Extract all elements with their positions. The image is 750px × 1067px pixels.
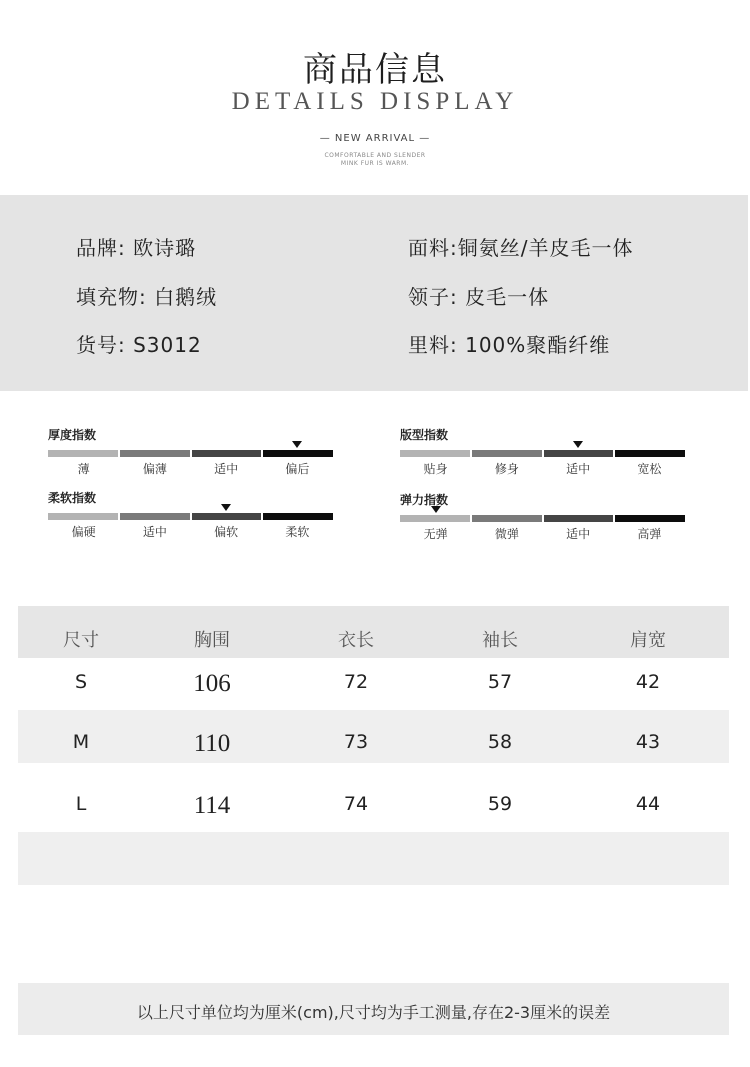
fit-indices bbox=[0, 391, 750, 606]
size-cell: 57 bbox=[487, 671, 513, 693]
header-chest: 胸围 bbox=[194, 630, 230, 651]
index-scale-segment bbox=[615, 515, 685, 522]
tagline-line-1: COMFORTABLE AND SLENDER bbox=[324, 152, 426, 159]
index-level-label: 高弹 bbox=[637, 527, 662, 541]
size-cell: 74 bbox=[343, 793, 369, 815]
index-level-label: 适中 bbox=[566, 462, 591, 476]
page-title: 商品信息 bbox=[303, 50, 447, 90]
tagline bbox=[0, 152, 750, 168]
size-cell: S bbox=[74, 671, 88, 693]
index-level-label: 适中 bbox=[566, 527, 591, 541]
index-level-label: 无弹 bbox=[423, 527, 448, 541]
index-level-label: 柔软 bbox=[285, 525, 310, 539]
index-level-labels bbox=[48, 523, 333, 540]
size-cell: 44 bbox=[635, 793, 661, 815]
index-title: 厚度指数 bbox=[48, 428, 97, 442]
selected-level-marker-icon bbox=[292, 441, 302, 448]
size-cell: 106 bbox=[193, 670, 231, 697]
size-cell: 42 bbox=[635, 671, 661, 693]
size-cell: 58 bbox=[487, 731, 513, 753]
index-level-labels bbox=[400, 525, 685, 542]
selected-level-marker-icon bbox=[573, 441, 583, 448]
index-elasticity bbox=[400, 491, 685, 551]
index-scale-segment bbox=[263, 513, 333, 520]
size-cell: 59 bbox=[487, 793, 513, 815]
index-scale-segment bbox=[48, 450, 118, 457]
collar-info: 领子: 皮毛一体 bbox=[408, 285, 550, 309]
index-scale-segment bbox=[120, 513, 190, 520]
selected-level-marker-icon bbox=[221, 504, 231, 511]
index-scale-segment bbox=[263, 450, 333, 457]
index-scale-segment bbox=[472, 515, 542, 522]
index-scale-segment bbox=[400, 450, 470, 457]
index-title: 弹力指数 bbox=[400, 493, 449, 507]
index-title: 版型指数 bbox=[400, 428, 449, 442]
index-scale-segment bbox=[544, 450, 614, 457]
index-level-label: 偏硬 bbox=[71, 525, 96, 539]
index-scale-segment bbox=[192, 450, 262, 457]
index-scale-segment bbox=[120, 450, 190, 457]
index-level-label: 贴身 bbox=[423, 462, 448, 476]
new-arrival-label: — NEW ARRIVAL — bbox=[319, 133, 431, 144]
index-scale-segment bbox=[615, 450, 685, 457]
index-level-label: 偏软 bbox=[214, 525, 239, 539]
index-level-label: 薄 bbox=[77, 462, 90, 476]
index-softness bbox=[48, 489, 333, 549]
size-row-empty bbox=[18, 832, 729, 885]
index-fit bbox=[400, 426, 685, 486]
index-title: 柔软指数 bbox=[48, 491, 97, 505]
index-level-label: 偏薄 bbox=[142, 462, 167, 476]
size-cell: 72 bbox=[343, 671, 369, 693]
measurement-note bbox=[18, 983, 729, 1035]
header-length: 衣长 bbox=[338, 630, 374, 651]
size-cell: 43 bbox=[635, 731, 661, 753]
size-cell: 114 bbox=[193, 792, 231, 819]
lining-info: 里料: 100%聚酯纤维 bbox=[408, 333, 611, 357]
index-scale-bar bbox=[400, 450, 685, 457]
index-scale-segment bbox=[472, 450, 542, 457]
size-cell: M bbox=[72, 731, 90, 753]
index-level-label: 适中 bbox=[142, 525, 167, 539]
selected-level-marker-icon bbox=[431, 506, 441, 513]
index-scale-bar bbox=[48, 450, 333, 457]
size-cell: 110 bbox=[193, 730, 231, 757]
header-sleeve: 袖长 bbox=[482, 630, 518, 651]
index-level-label: 修身 bbox=[494, 462, 519, 476]
product-info-panel bbox=[0, 195, 748, 391]
index-level-labels bbox=[400, 460, 685, 477]
index-scale-segment bbox=[400, 515, 470, 522]
index-level-label: 微弹 bbox=[494, 527, 519, 541]
item-number-info: 货号: S3012 bbox=[76, 333, 202, 357]
index-scale-bar bbox=[400, 515, 685, 522]
header-shoulder: 肩宽 bbox=[630, 630, 666, 651]
index-scale-segment bbox=[48, 513, 118, 520]
index-level-labels bbox=[48, 460, 333, 477]
tagline-line-2: MINK FUR IS WARM. bbox=[340, 160, 410, 167]
details-header bbox=[0, 0, 750, 195]
index-thickness bbox=[48, 426, 333, 486]
index-level-label: 适中 bbox=[214, 462, 239, 476]
index-scale-segment bbox=[192, 513, 262, 520]
page-subtitle: DETAILS DISPLAY bbox=[231, 88, 519, 115]
size-cell: L bbox=[75, 793, 87, 815]
index-level-label: 偏后 bbox=[285, 462, 310, 476]
measurement-note-text: 以上尺寸单位均为厘米(cm),尺寸均为手工测量,存在2-3厘米的误差 bbox=[136, 1003, 611, 1022]
brand-info: 品牌: 欧诗璐 bbox=[76, 236, 197, 260]
index-level-label: 宽松 bbox=[637, 462, 662, 476]
index-scale-bar bbox=[48, 513, 333, 520]
index-scale-segment bbox=[544, 515, 614, 522]
header-size: 尺寸 bbox=[63, 630, 99, 651]
fabric-info: 面料:铜氨丝/羊皮毛一体 bbox=[408, 236, 634, 260]
size-cell: 73 bbox=[343, 731, 369, 753]
filling-info: 填充物: 白鹅绒 bbox=[76, 285, 218, 309]
